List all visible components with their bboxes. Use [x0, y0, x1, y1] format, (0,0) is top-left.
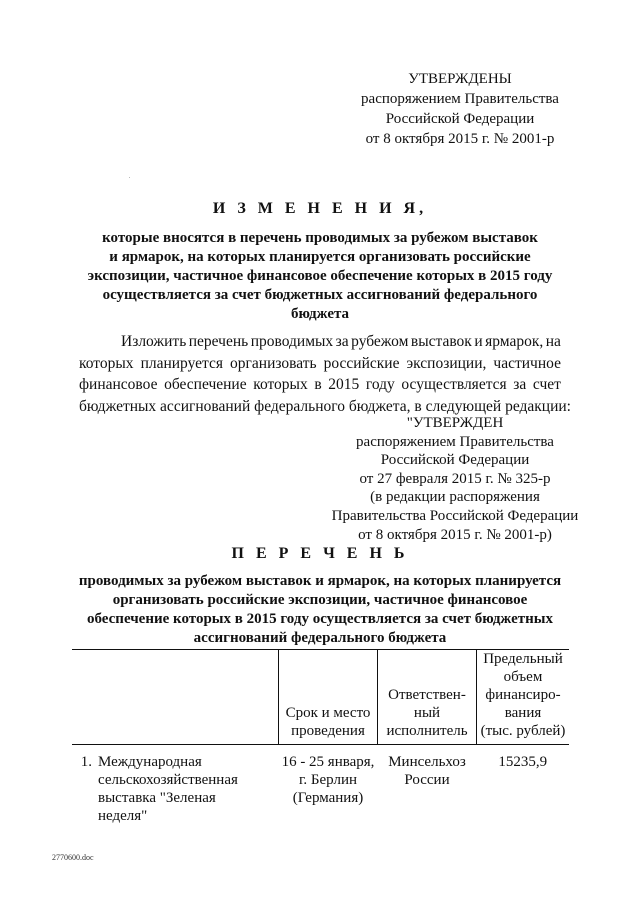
paragraph-line [79, 331, 561, 353]
cell-text: (Германия) [292, 790, 364, 806]
paragraph-word: и [474, 333, 483, 350]
paragraph-word: выставок [410, 333, 472, 350]
paragraph-word: организовать [230, 354, 317, 372]
header-text: ный [413, 705, 441, 721]
table-row [72, 745, 569, 826]
approval-line: от 8 октября 2015 г. № 2001-р [365, 131, 555, 147]
list-subtitle [60, 572, 580, 648]
paragraph-word: Изложить [121, 333, 187, 350]
paragraph-word: году [365, 376, 395, 393]
subtitle-line: которые вносятся в перечень проводимых за рубежом выставок [102, 230, 538, 246]
paragraph-word: российские [323, 354, 400, 372]
cell-text: 16 - 25 января, [281, 754, 375, 770]
cell-text: России [404, 772, 450, 788]
instruction-paragraph [79, 331, 571, 417]
approval-line: от 8 октября 2015 г. № 2001-р) [358, 526, 552, 543]
paragraph-word: финансовое [79, 376, 158, 393]
header-text: Срок и место [285, 705, 371, 721]
cell-text: г. Берлин [298, 772, 358, 788]
paragraph-word: за [335, 333, 349, 350]
approval-stamp [330, 69, 590, 149]
subtitle-line: и ярмарок, на которых планируется организовать российские [109, 249, 531, 265]
exhibition-date-place [279, 745, 378, 826]
header-text: исполнитель [386, 723, 468, 739]
paragraph-word: счет [532, 376, 561, 393]
approval-line: (в редакции распоряжения [370, 489, 540, 506]
subtitle-line: экспозиции, частичное финансовое обеспечение которых в 2015 году [87, 268, 553, 284]
paragraph-word: на [545, 333, 561, 350]
changes-subtitle [60, 229, 580, 324]
header-text: Предельный [483, 651, 563, 667]
exhibitions-table [72, 649, 569, 825]
header-text: вания [504, 705, 542, 721]
approval-line: Российской Федерации [385, 111, 535, 127]
row-number: 1. [80, 754, 92, 770]
cell-text: Минсельхоз [388, 754, 466, 770]
approval-line: распоряжением Правительства [361, 91, 559, 107]
paragraph-line [79, 353, 561, 375]
paragraph-word: 2015 [328, 376, 360, 393]
header-text: (тыс. рублей) [480, 723, 566, 739]
exhibition-name [98, 745, 279, 826]
cell-text: неделя" [98, 808, 148, 824]
approval-line: Российской Федерации [380, 452, 530, 469]
header-text: проведения [291, 723, 365, 739]
subtitle-line: ассигнований федерального бюджета [193, 630, 447, 646]
approval-heading: УТВЕРЖДЕНЫ [408, 71, 512, 87]
paragraph-word: которых [79, 354, 134, 372]
list-title: П Е Р Е Ч Е Н Ь [231, 545, 409, 562]
approval-line: распоряжением Правительства [356, 433, 554, 450]
document-code: 2770600.doc [52, 853, 94, 862]
paragraph-word: планируется [140, 354, 224, 372]
cell-text: Международная [98, 754, 202, 770]
paragraph-word: обеспечение [164, 376, 247, 393]
inner-approval-stamp [305, 414, 605, 544]
changes-title: И З М Е Н Е Н И Я, [212, 200, 428, 217]
paragraph-word: проводимых [250, 333, 334, 350]
paragraph-word: экспозиции, [406, 354, 487, 372]
paragraph-word: рубежом [351, 333, 409, 350]
paragraph-word: за [513, 376, 527, 393]
header-text: объем [503, 669, 543, 685]
subtitle-line: бюджета [290, 306, 350, 322]
paragraph-word: в [314, 376, 322, 393]
approval-line: от 27 февраля 2015 г. № 325-р [359, 470, 551, 487]
exhibition-executor [378, 745, 477, 826]
paragraph-word: частичное [493, 354, 561, 372]
subtitle-line: обеспечение которых в 2015 году осуществляется за счет бюджетных [87, 611, 553, 627]
header-amount-cell [477, 650, 570, 745]
exhibition-amount: 15235,9 [498, 754, 548, 770]
header-text: финансиро- [485, 687, 561, 703]
paragraph-word: бюджетных ассигнований федерального бюджета, в следующей редакции: [79, 397, 571, 415]
scan-speck [129, 177, 130, 178]
paragraph-word: перечень [188, 333, 249, 350]
table-header-row [72, 650, 569, 745]
cell-text: сельскохозяйственная [98, 772, 238, 788]
header-name-cell [98, 650, 279, 745]
subtitle-line: проводимых за рубежом выставок и ярмарок, на которых планируется [78, 573, 562, 589]
cell-text: выставка "Зеленая [98, 790, 216, 806]
header-text: Ответствен- [388, 687, 466, 703]
paragraph-word: которых [253, 376, 308, 393]
paragraph-word: ярмарок, [485, 333, 544, 350]
approval-heading: "УТВЕРЖДЕН [406, 415, 504, 431]
paragraph-line [79, 374, 561, 396]
header-date-cell [279, 650, 378, 745]
header-num-cell [72, 650, 98, 745]
header-executor-cell [378, 650, 477, 745]
paragraph-word: осуществляется [401, 376, 507, 393]
approval-line: Правительства Российской Федерации [331, 507, 579, 524]
subtitle-line: организовать российские экспозиции, частичное финансовое [112, 592, 528, 608]
subtitle-line: осуществляется за счет бюджетных ассигнований федерального [102, 287, 538, 303]
